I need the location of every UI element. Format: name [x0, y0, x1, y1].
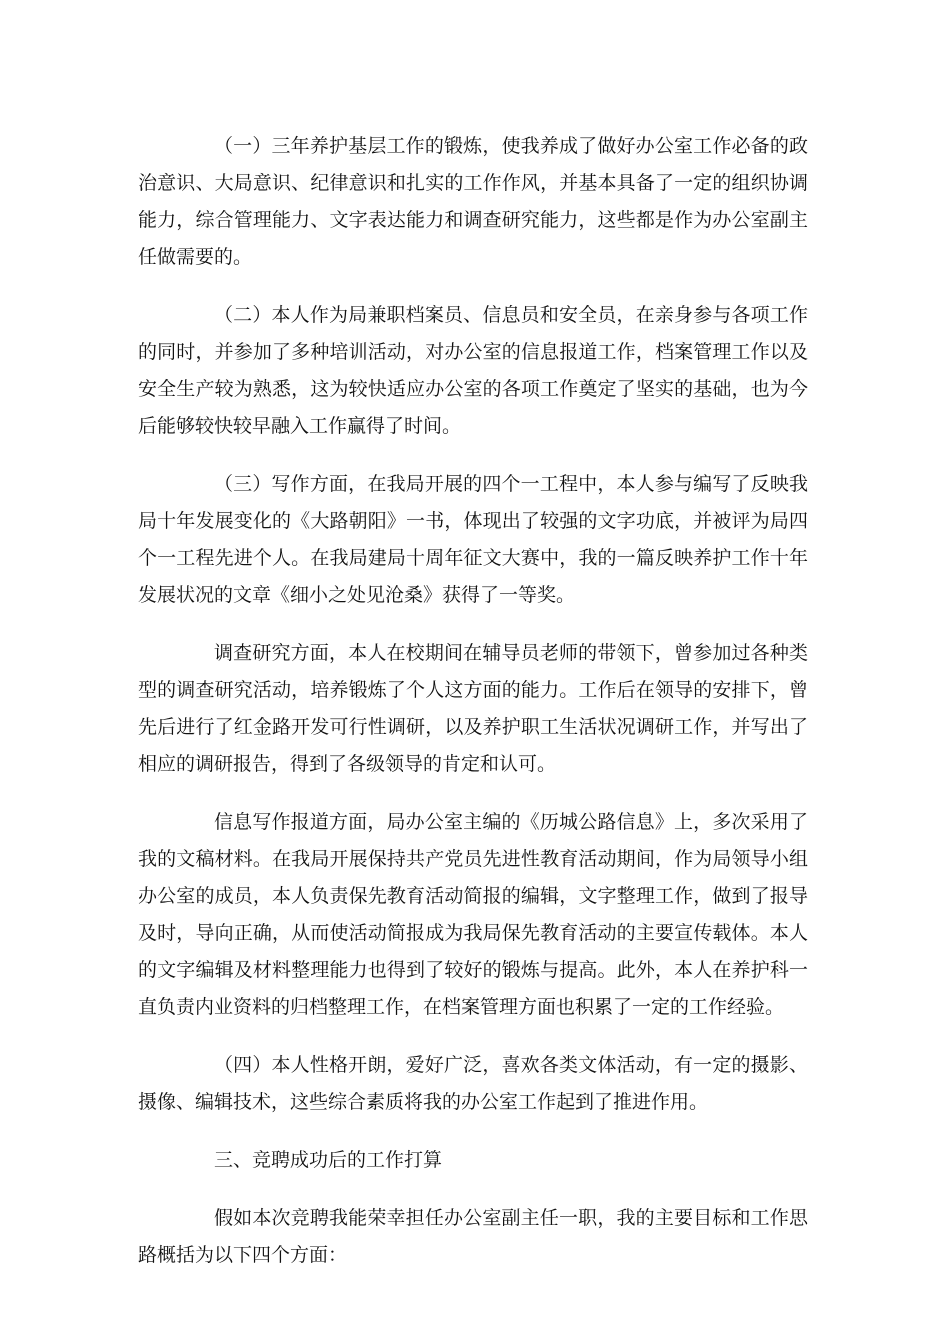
- paragraph-line: 的文字编辑及材料整理能力也得到了较好的锻炼与提高。此外，本人在养护科一: [138, 959, 808, 981]
- paragraph-line: 局十年发展变化的《大路朝阳》一书，体现出了较强的文字功底，并被评为局四: [138, 510, 808, 532]
- paragraph-line: 相应的调研报告，得到了各级领导的肯定和认可。: [138, 753, 557, 775]
- document-body: [138, 128, 808, 1295]
- paragraph-line: 信息写作报道方面，局办公室主编的《历城公路信息》上，多次采用了: [214, 811, 808, 833]
- paragraph-line: 任做需要的。: [138, 246, 253, 268]
- paragraph-1: [138, 128, 808, 276]
- paragraph-line: （二）本人作为局兼职档案员、信息员和安全员，在亲身参与各项工作: [214, 304, 808, 326]
- paragraph-line: （一）三年养护基层工作的锻炼，使我养成了做好办公室工作必备的政: [214, 135, 808, 157]
- paragraph-line: 直负责内业资料的归档整理工作，在档案管理方面也积累了一定的工作经验。: [138, 996, 785, 1018]
- paragraph-line: 安全生产较为熟悉，这为较快适应办公室的各项工作奠定了坚实的基础，也为今: [138, 378, 808, 400]
- paragraph-4: [138, 635, 808, 783]
- paragraph-line: 路概括为以下四个方面：: [138, 1244, 348, 1266]
- paragraph-line: 我的文稿材料。在我局开展保持共产党员先进性教育活动期间，作为局领导小组: [138, 848, 808, 870]
- paragraph-line: （四）本人性格开朗，爱好广泛，喜欢各类文体活动，有一定的摄影、: [214, 1054, 808, 1076]
- paragraph-3: [138, 466, 808, 614]
- paragraph-line: 治意识、大局意识、纪律意识和扎实的工作作风，并基本具备了一定的组织协调: [138, 172, 808, 194]
- section-heading-text: 三、竞聘成功后的工作打算: [214, 1149, 443, 1171]
- paragraph-line: 办公室的成员，本人负责保先教育活动简报的编辑，文字整理工作，做到了报导: [138, 885, 808, 907]
- paragraph-6: [138, 1047, 808, 1121]
- paragraph-line: （三）写作方面，在我局开展的四个一工程中，本人参与编写了反映我: [214, 473, 808, 495]
- paragraph-line: 个一工程先进个人。在我局建局十周年征文大赛中，我的一篇反映养护工作十年: [138, 547, 808, 569]
- paragraph-line: 能力，综合管理能力、文字表达能力和调查研究能力，这些都是作为办公室副主: [138, 209, 808, 231]
- paragraph-line: 发展状况的文章《细小之处见沧桑》获得了一等奖。: [138, 584, 576, 606]
- paragraph-2: [138, 297, 808, 445]
- section-heading: [138, 1142, 808, 1179]
- paragraph-5: [138, 804, 808, 1026]
- paragraph-line: 调查研究方面，本人在校期间在辅导员老师的带领下，曾参加过各种类: [214, 642, 808, 664]
- paragraph-line: 假如本次竞聘我能荣幸担任办公室副主任一职，我的主要目标和工作思: [214, 1207, 808, 1229]
- paragraph-line: 后能够较快较早融入工作赢得了时间。: [138, 415, 462, 437]
- paragraph-line: 型的调查研究活动，培养锻炼了个人这方面的能力。工作后在领导的安排下，曾: [138, 679, 808, 701]
- paragraph-8: [138, 1200, 808, 1274]
- paragraph-line: 摄像、编辑技术，这些综合素质将我的办公室工作起到了推进作用。: [138, 1091, 709, 1113]
- paragraph-line: 先后进行了红金路开发可行性调研，以及养护职工生活状况调研工作，并写出了: [138, 716, 808, 738]
- paragraph-line: 及时，导向正确，从而使活动简报成为我局保先教育活动的主要宣传载体。本人: [138, 922, 808, 944]
- paragraph-line: 的同时，并参加了多种培训活动，对办公室的信息报道工作，档案管理工作以及: [138, 341, 808, 363]
